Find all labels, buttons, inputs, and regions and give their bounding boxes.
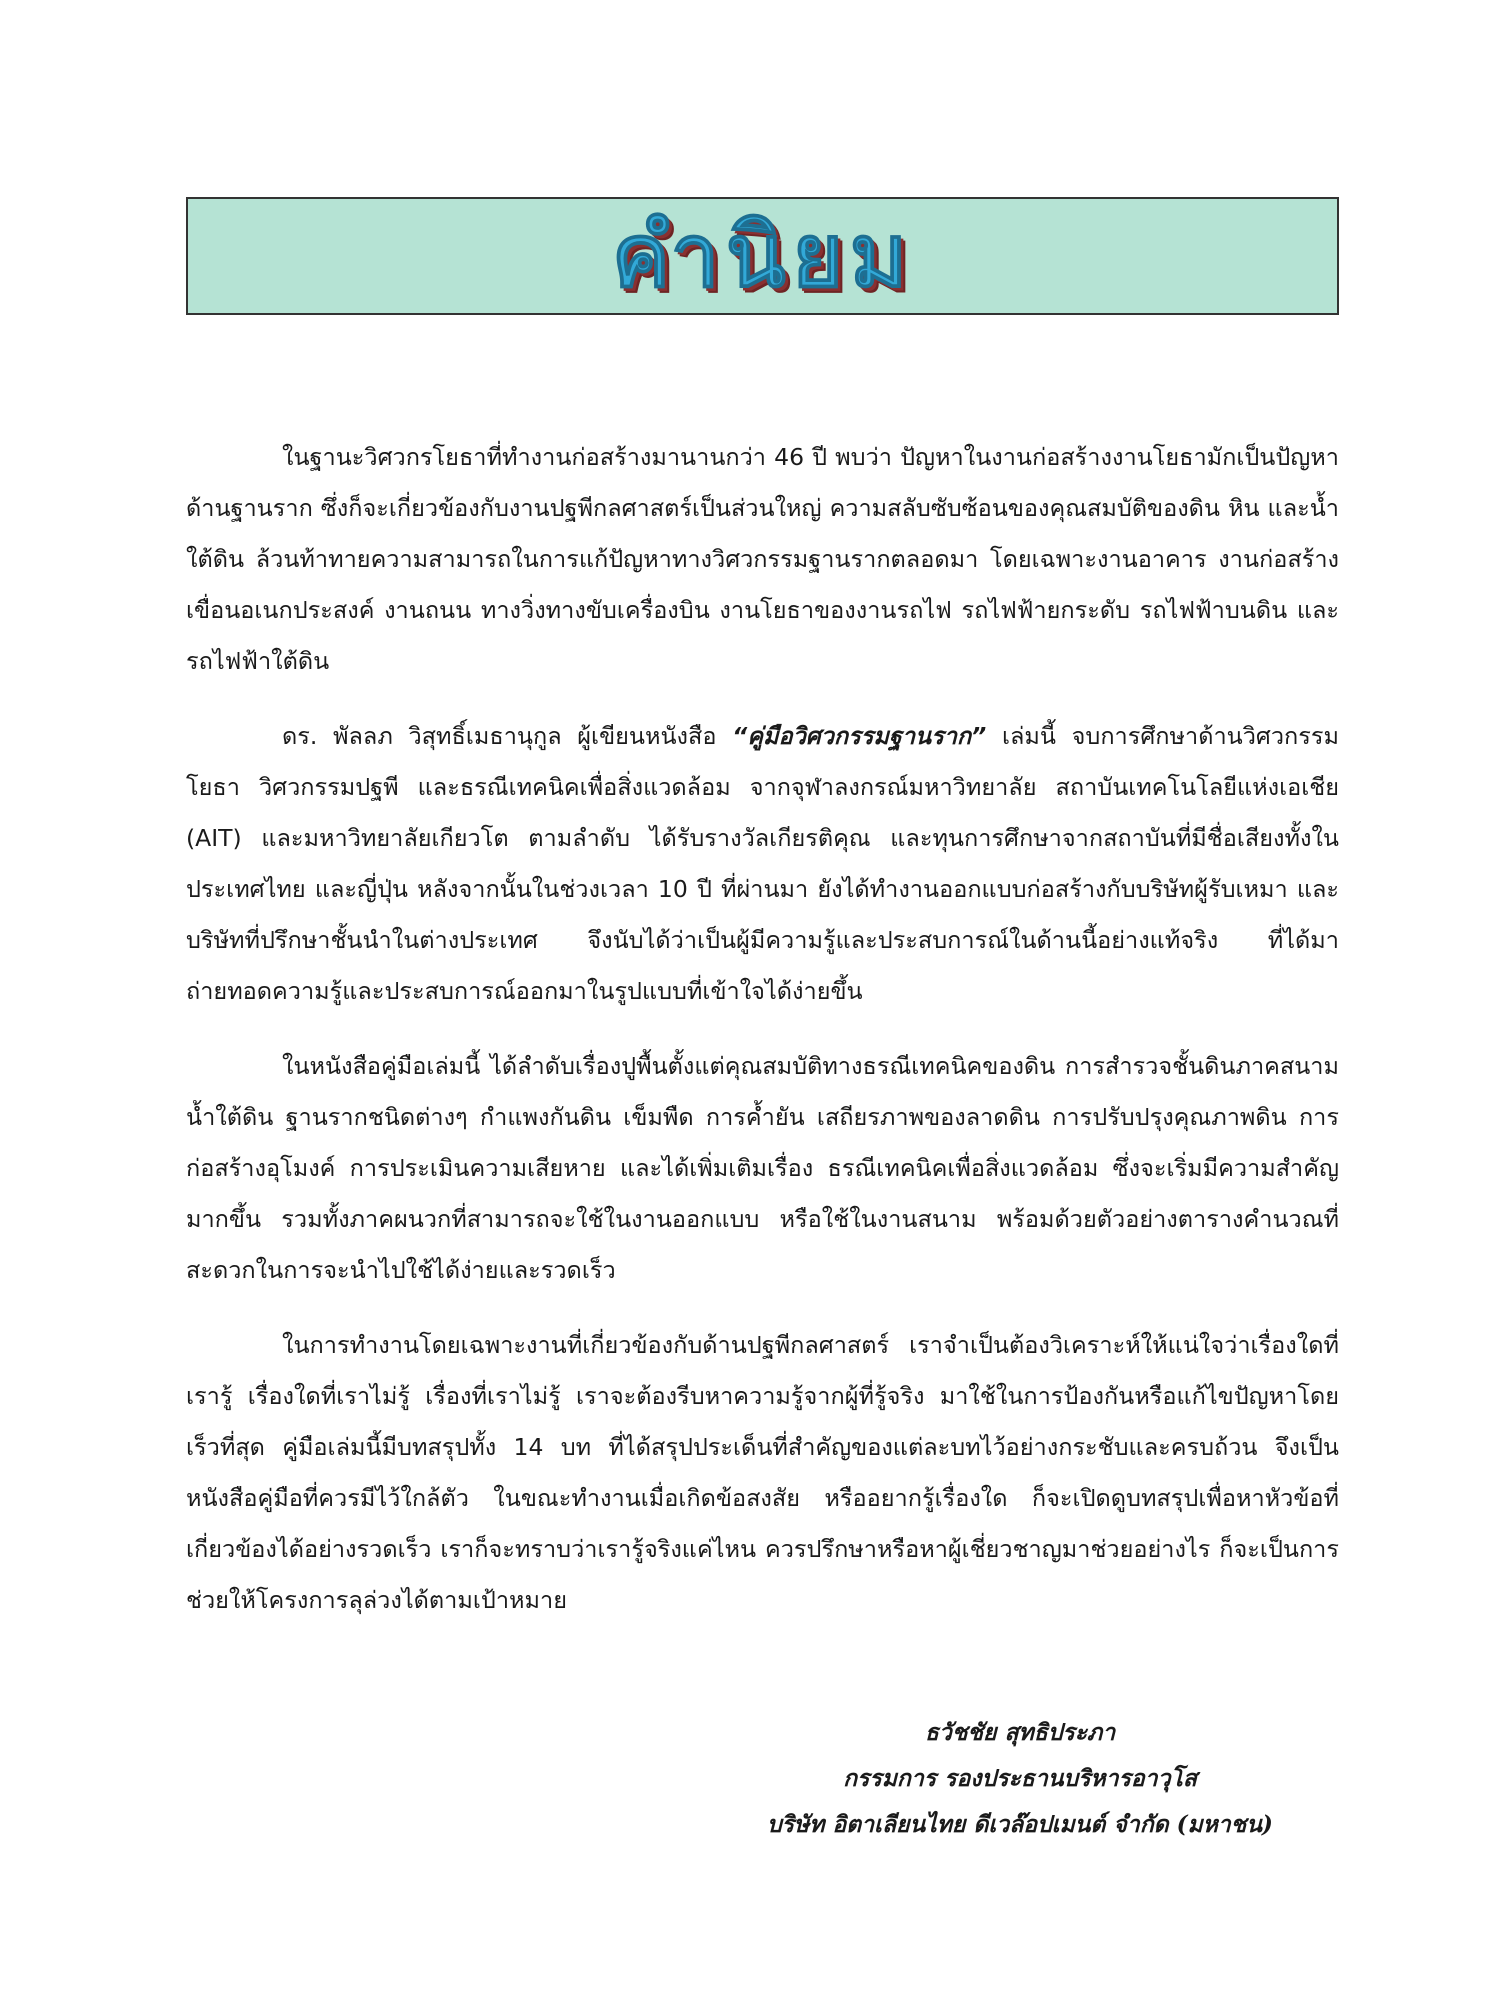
signer-company: บริษัท อิตาเลียนไทย ดีเวล๊อปเมนต์ จำกัด (มหาชน)	[767, 1811, 1273, 1838]
book-title: “คู่มือวิศวกรรมฐานราก”	[732, 722, 987, 750]
title-banner	[186, 197, 1339, 315]
paragraph-3: ในหนังสือคู่มือเล่มนี้ ได้ลำดับเรื่องปูพื้นตั้งแต่คุณสมบัติทางธรณีเทคนิคของดิน การสำรวจชั้นดินภาคสนาม น้ำใต้ดิน ฐานรากชนิดต่างๆ กำแพงกันดิน เข็มพืด การค้ำยัน เสถียรภาพของลาดดิน การปรับปรุงคุณภาพดิน การก่อสร้างอุโมงค์ การประเมินความเสียหาย และได้เพิ่มเติมเรื่อง ธรณีเทคนิคเพื่อสิ่งแวดล้อม ซึ่งจะเริ่มมีความสำคัญมากขึ้น รวมทั้งภาคผนวกที่สามารถจะใช้ในงานออกแบบ หรือใช้ในงานสนาม พร้อมด้วยตัวอย่างตารางคำนวณที่สะดวกในการจะนำไปใช้ได้ง่ายและรวดเร็ว	[186, 1052, 1339, 1284]
paragraph-2-before: ดร. พัลลภ วิสุทธิ์เมธานุกูล ผู้เขียนหนังสือ	[282, 722, 733, 750]
signer-name: ธวัชชัย สุทธิประภา	[924, 1719, 1116, 1746]
signature-block	[700, 1710, 1340, 1848]
signer-position: กรรมการ รองประธานบริหารอาวุโส	[843, 1765, 1197, 1792]
paragraph-1: ในฐานะวิศวกรโยธาที่ทำงานก่อสร้างมานานกว่า 46 ปี พบว่า ปัญหาในงานก่อสร้างงานโยธามักเป็นปัญหาด้านฐานราก ซึ่งก็จะเกี่ยวข้องกับงานปฐพีกลศาสตร์เป็นส่วนใหญ่ ความสลับซับซ้อนของคุณสมบัติของดิน หิน และน้ำใต้ดิน ล้วนท้าทายความสามารถในการแก้ปัญหาทางวิศวกรรมฐานรากตลอดมา โดยเฉพาะงานอาคาร งานก่อสร้างเขื่อนอเนกประสงค์ งานถนน ทางวิ่งทางขับเครื่องบิน งานโยธาของงานรถไฟ รถไฟฟ้ายกระดับ รถไฟฟ้าบนดิน และรถไฟฟ้าใต้ดิน	[186, 443, 1339, 675]
foreword-body	[186, 432, 1339, 1650]
paragraph-2-after: เล่มนี้ จบการศึกษาด้านวิศวกรรมโยธา วิศวกรรมปฐพี และธรณีเทคนิคเพื่อสิ่งแวดล้อม จากจุฬาลงกรณ์มหาวิทยาลัย สถาบันเทคโนโลยีแห่งเอเชีย (AIT) และมหาวิทยาลัยเกียวโต ตามลำดับ ได้รับรางวัลเกียรติคุณ และทุนการศึกษาจากสถาบันที่มีชื่อเสียงทั้งในประเทศไทย และญี่ปุ่น หลังจากนั้นในช่วงเวลา 10 ปี ที่ผ่านมา ยังได้ทำงานออกแบบก่อสร้างกับบริษัทผู้รับเหมา และบริษัทที่ปรึกษาชั้นนำในต่างประเทศ จึงนับได้ว่าเป็นผู้มีความรู้และประสบการณ์ในด้านนี้อย่างแท้จริง ที่ได้มาถ่ายทอดความรู้และประสบการณ์ออกมาในรูปแบบที่เข้าใจได้ง่ายขึ้น	[186, 722, 1339, 1005]
page-title: คำนิยม	[611, 204, 914, 307]
paragraph-2	[186, 711, 1339, 1017]
paragraph-4: ในการทำงานโดยเฉพาะงานที่เกี่ยวข้องกับด้านปฐพีกลศาสตร์ เราจำเป็นต้องวิเคราะห์ให้แน่ใจว่าเรื่องใดที่เรารู้ เรื่องใดที่เราไม่รู้ เรื่องที่เราไม่รู้ เราจะต้องรีบหาความรู้จากผู้ที่รู้จริง มาใช้ในการป้องกันหรือแก้ไขปัญหาโดยเร็วที่สุด คู่มือเล่มนี้มีบทสรุปทั้ง 14 บท ที่ได้สรุปประเด็นที่สำคัญของแต่ละบทไว้อย่างกระชับและครบถ้วน จึงเป็นหนังสือคู่มือที่ควรมีไว้ใกล้ตัว ในขณะทำงานเมื่อเกิดข้อสงสัย หรืออยากรู้เรื่องใด ก็จะเปิดดูบทสรุปเพื่อหาหัวข้อที่เกี่ยวข้องได้อย่างรวดเร็ว เราก็จะทราบว่าเรารู้จริงแค่ไหน ควรปรึกษาหรือหาผู้เชี่ยวชาญมาช่วยอย่างไร ก็จะเป็นการช่วยให้โครงการลุล่วงได้ตามเป้าหมาย	[186, 1331, 1339, 1614]
